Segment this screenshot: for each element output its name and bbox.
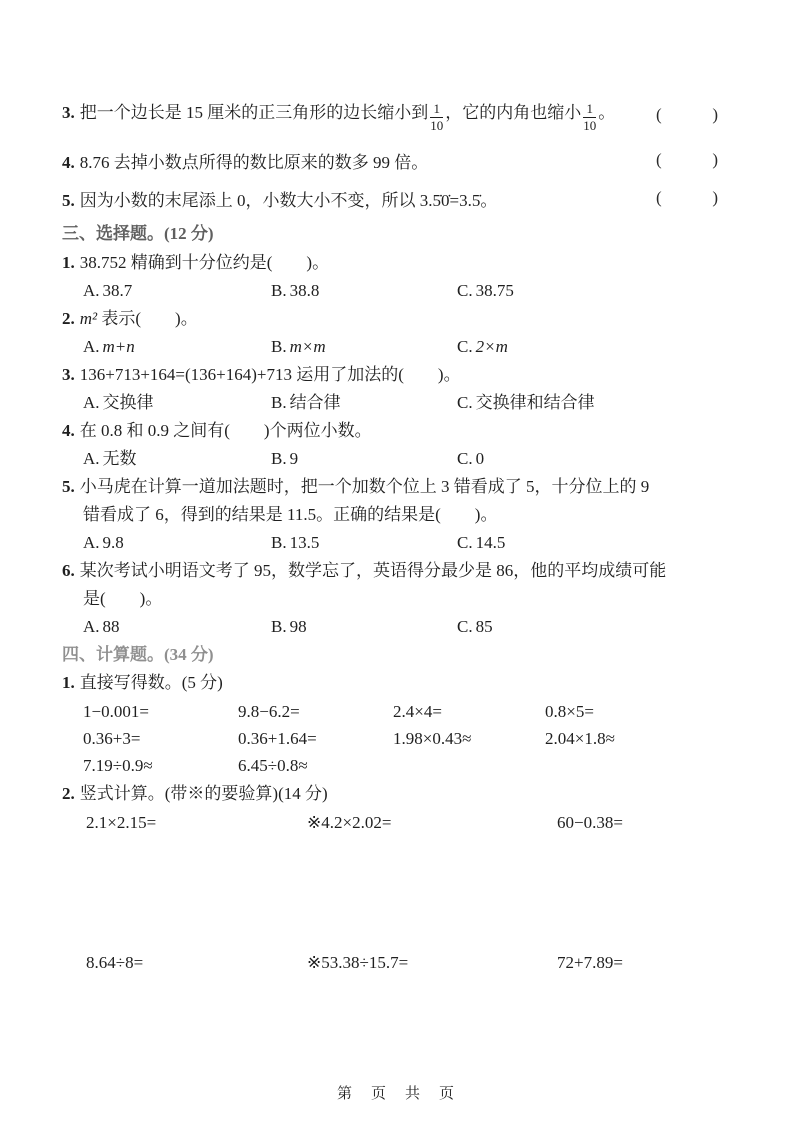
question-text: 。	[598, 102, 616, 122]
exam-content	[62, 88, 718, 977]
judge-question-3-text	[62, 98, 656, 133]
question-number: 3.	[62, 365, 75, 384]
expression: 2.1×2.15=	[86, 813, 157, 832]
expression: 0.36+3=	[83, 729, 141, 748]
option-text: 88	[102, 617, 120, 636]
option-label: C.	[457, 337, 473, 356]
option-b	[271, 389, 457, 417]
option-text: 38.8	[289, 281, 320, 300]
option-label: B.	[271, 533, 287, 552]
paren-open: (	[656, 150, 662, 169]
option-a	[83, 445, 271, 473]
option-label: B.	[271, 337, 287, 356]
choice-question-3-stem	[62, 361, 718, 389]
option-text: 结合律	[289, 393, 341, 412]
choice-question-5-options	[83, 529, 718, 557]
section-score: (34 分)	[164, 645, 214, 664]
choice-question-5-stem-line2	[83, 501, 718, 529]
expression: 0.8×5=	[545, 702, 594, 721]
option-text: 38.75	[475, 281, 514, 300]
math-variable: m²	[79, 309, 98, 328]
expression: 2.04×1.8≈	[545, 729, 615, 748]
paren-close: )	[712, 188, 718, 207]
option-a	[83, 389, 271, 417]
expression: 9.8−6.2=	[238, 702, 300, 721]
expression: 8.64÷8=	[86, 953, 144, 972]
choice-question-3-options	[83, 389, 718, 417]
option-text: 98	[289, 617, 307, 636]
section-score: (12 分)	[164, 224, 214, 243]
question-number: 4.	[62, 152, 75, 172]
judge-question-4-text	[62, 148, 656, 173]
section-title: 三、选择题。	[62, 224, 164, 243]
section-title: 四、计算题。	[62, 645, 164, 664]
option-a	[83, 333, 271, 361]
option-label: A.	[83, 281, 100, 300]
fraction-numerator: 1	[430, 102, 443, 118]
option-label: A.	[83, 337, 100, 356]
option-text: 交换律和结合律	[475, 393, 595, 412]
choice-question-5-stem-line1	[62, 473, 718, 501]
question-number: 3.	[62, 102, 75, 122]
question-number: 2.	[62, 309, 75, 328]
question-text: 136+713+164=(136+164)+713 运用了加法的( )。	[79, 365, 461, 384]
option-b	[271, 529, 457, 557]
option-label: B.	[271, 449, 287, 468]
expression: 7.19÷0.9≈	[83, 756, 153, 775]
option-label: A.	[83, 393, 100, 412]
option-b	[271, 613, 457, 641]
question-text: 错看成了 6，得到的结果是 11.5。正确的结果是( )。	[83, 505, 498, 524]
option-label: A.	[83, 617, 100, 636]
question-number: 2.	[62, 784, 75, 803]
direct-calc-row-1	[83, 698, 718, 725]
expression: 1.98×0.43≈	[393, 729, 472, 748]
question-text: 在 0.8 和 0.9 之间有( )个两位小数。	[79, 421, 372, 440]
option-text: 交换律	[102, 393, 154, 412]
option-c	[457, 613, 493, 641]
fraction	[583, 102, 596, 132]
question-number: 1.	[62, 673, 75, 692]
paren-close: )	[712, 150, 718, 169]
vertical-calc-row-2	[86, 949, 718, 977]
choice-question-1-stem	[62, 249, 718, 277]
question-text: 是( )。	[83, 589, 163, 608]
choice-question-6-options	[83, 613, 718, 641]
question-text: 8.76 去掉小数点所得的数比原来的数多 99 倍。	[79, 152, 429, 172]
option-label: B.	[271, 617, 287, 636]
fraction-denominator: 10	[583, 117, 597, 133]
question-number: 1.	[62, 253, 75, 272]
option-text: 85	[475, 617, 493, 636]
answer-blank-parens	[656, 188, 718, 208]
option-c	[457, 529, 505, 557]
answer-blank-parens	[656, 150, 718, 170]
option-text: 0	[475, 449, 485, 468]
expression: 72+7.89=	[557, 953, 623, 972]
page-footer: 第 页 共 页	[336, 1085, 456, 1102]
paren-open: (	[656, 188, 662, 207]
question-number: 5.	[62, 477, 75, 496]
option-text: m+n	[102, 337, 135, 356]
fraction-denominator: 10	[430, 117, 444, 133]
option-a	[83, 613, 271, 641]
question-text: 某次考试小明语文考了 95，数学忘了，英语得分最少是 86，他的平均成绩可能	[79, 561, 667, 580]
direct-calc-title	[62, 668, 718, 698]
section-choice-header	[62, 218, 718, 249]
option-label: C.	[457, 449, 473, 468]
question-text: ，它的内角也缩小	[445, 102, 582, 122]
option-label: A.	[83, 533, 100, 552]
expression: ※53.38÷15.7=	[307, 953, 409, 972]
option-label: C.	[457, 393, 473, 412]
expression: 60−0.38=	[557, 813, 623, 832]
option-c	[457, 389, 595, 417]
option-text: 13.5	[289, 533, 320, 552]
option-label: C.	[457, 617, 473, 636]
option-text: 38.7	[102, 281, 133, 300]
expression: 0.36+1.64=	[238, 729, 317, 748]
option-text: 9	[289, 449, 299, 468]
choice-question-4-stem	[62, 417, 718, 445]
section-calculation-header	[62, 641, 718, 668]
question-text: 把一个边长是 15 厘米的正三角形的边长缩小到	[79, 102, 429, 122]
option-b	[271, 277, 457, 305]
option-label: C.	[457, 281, 473, 300]
expression: 2.4×4=	[393, 702, 442, 721]
option-a	[83, 277, 271, 305]
choice-question-1-options	[83, 277, 718, 305]
choice-question-2-stem	[62, 305, 718, 333]
question-text: 因为小数的末尾添上 0，小数大小不变，所以 3.5̇0̇=3.5̇。	[79, 190, 498, 210]
fraction-numerator: 1	[583, 102, 596, 118]
question-text: 表示( )。	[97, 309, 198, 328]
question-text: 小马虎在计算一道加法题时，把一个加数个位上 3 错看成了 5，十分位上的 9	[79, 477, 650, 496]
choice-question-4-options	[83, 445, 718, 473]
expression: ※4.2×2.02=	[307, 813, 392, 832]
fraction	[430, 102, 443, 132]
option-text: 9.8	[102, 533, 124, 552]
option-b	[271, 333, 457, 361]
option-c	[457, 333, 508, 361]
answer-blank-parens	[656, 105, 718, 125]
vertical-calc-title	[62, 779, 718, 809]
judge-question-5-text	[62, 186, 656, 211]
paren-close: )	[712, 105, 718, 124]
vertical-calc-row-1	[86, 809, 718, 837]
expression: 6.45÷0.8≈	[238, 756, 308, 775]
question-number: 6.	[62, 561, 75, 580]
direct-calc-row-3	[83, 752, 718, 779]
question-number: 4.	[62, 421, 75, 440]
expression: 1−0.001=	[83, 702, 149, 721]
option-c	[457, 277, 514, 305]
choice-question-6-stem-line2	[83, 585, 718, 613]
choice-question-2-options	[83, 333, 718, 361]
subsection-title: 直接写得数。(5 分)	[79, 673, 223, 692]
direct-calc-row-2	[83, 725, 718, 752]
choice-question-6-stem-line1	[62, 557, 718, 585]
question-number: 5.	[62, 190, 75, 210]
paren-open: (	[656, 105, 662, 124]
option-text: 14.5	[475, 533, 506, 552]
option-text: m×m	[289, 337, 326, 356]
option-text: 2×m	[475, 337, 508, 356]
option-text: 无数	[102, 449, 137, 468]
option-a	[83, 529, 271, 557]
option-label: C.	[457, 533, 473, 552]
option-label: B.	[271, 281, 287, 300]
option-b	[271, 445, 457, 473]
option-c	[457, 445, 484, 473]
option-label: B.	[271, 393, 287, 412]
judge-question-5	[62, 178, 718, 218]
calculation-workspace	[62, 837, 718, 949]
question-text: 38.752 精确到十分位约是( )。	[79, 253, 330, 272]
option-label: A.	[83, 449, 100, 468]
subsection-title: 竖式计算。(带※的要验算)(14 分)	[79, 784, 328, 803]
judge-question-3	[62, 88, 718, 142]
judge-question-4	[62, 142, 718, 178]
